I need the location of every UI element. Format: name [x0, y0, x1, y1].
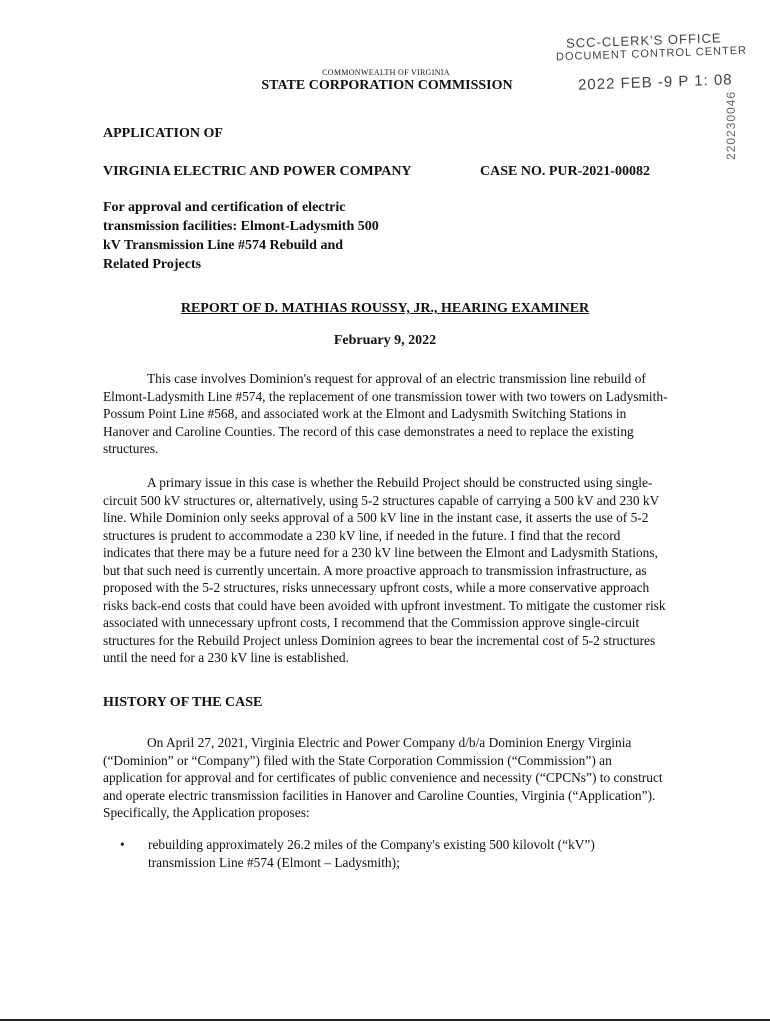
document-number-stamp: 220230046	[724, 90, 738, 160]
page-bottom-rule	[0, 1019, 770, 1021]
bullet-text: rebuilding approximately 26.2 miles of the Company's existing 500 kilovolt (“kV”) transmission Line #574 (Elmont – Ladysmith);	[148, 837, 595, 870]
application-of-label: APPLICATION OF	[103, 126, 223, 141]
body-paragraph-1: This case involves Dominion's request for approval of an electric transmission line rebuild of Elmont-Ladysmith Line #574, the replacement of one transmission tower with two towers on Ladysmith-Possum Point Line #568, and associated work at the Elmont and Ladysmith Switching Stations in Hanover and Caroline Counties. The record of this case demonstrates a need to replace the existing structures.	[103, 371, 668, 456]
report-title: REPORT OF D. MATHIAS ROUSSY, JR., HEARING EXAMINER	[180, 301, 590, 316]
body-paragraph-3: On April 27, 2021, Virginia Electric and Power Company d/b/a Dominion Energy Virginia (“Dominion” or “Company”) filed with the State Corporation Commission (“Commission”) an application for approval and for certificates of public convenience and necessity (“CPCNs”) to construct and operate electric transmission facilities in Hanover and Caroline Counties, Virginia (“Application”). Specifically, the Application proposes:	[103, 735, 663, 820]
clerk-office-stamp: SCC-CLERK'S OFFICE	[565, 30, 722, 51]
approval-description: For approval and certification of electric transmission facilities: Elmont-Ladysmith 500 kV Transmission Line #574 Rebuild and Related Projects	[103, 200, 379, 272]
bullet-item	[120, 836, 660, 871]
history-heading: HISTORY OF THE CASE	[103, 695, 263, 710]
filing-datetime-stamp: 2022 FEB -9 P 1: 08	[577, 71, 733, 94]
bullet-icon: •	[120, 837, 125, 852]
control-center-stamp: DOCUMENT CONTROL CENTER	[555, 44, 748, 64]
case-number: CASE NO. PUR-2021-00082	[480, 164, 650, 179]
commonwealth-header: COMMONWEALTH OF VIRGINIA	[322, 68, 450, 77]
commission-header: STATE CORPORATION COMMISSION	[261, 78, 513, 93]
report-date: February 9, 2022	[333, 333, 437, 348]
applicant-name: VIRGINIA ELECTRIC AND POWER COMPANY	[103, 164, 412, 179]
body-paragraph-2: A primary issue in this case is whether the Rebuild Project should be constructed using single-circuit 500 kV structures or, alternatively, using 5-2 structures capable of carrying a 500 kV and 230 kV line. While Dominion only seeks approval of a 500 kV line in the instant case, it asserts the use of 5-2 structures is prudent to accommodate a 230 kV line, if needed in the future. I find that the record indicates that there may be a future need for a 230 kV line between the Elmont and Ladysmith Stations, but that such need is currently uncertain. A more proactive approach to transmission infrastructure, as proposed with the 5-2 structures, risks unnecessary upfront costs, while a more conservative approach risks back-end costs that could have been avoided with upfront investment. To mitigate the customer risk associated with unnecessary upfront costs, I recommend that the Commission approve single-circuit structures for the Rebuild Project unless Dominion agrees to bear the incremental cost of 5-2 structures until the need for a 230 kV line is established.	[103, 475, 666, 665]
